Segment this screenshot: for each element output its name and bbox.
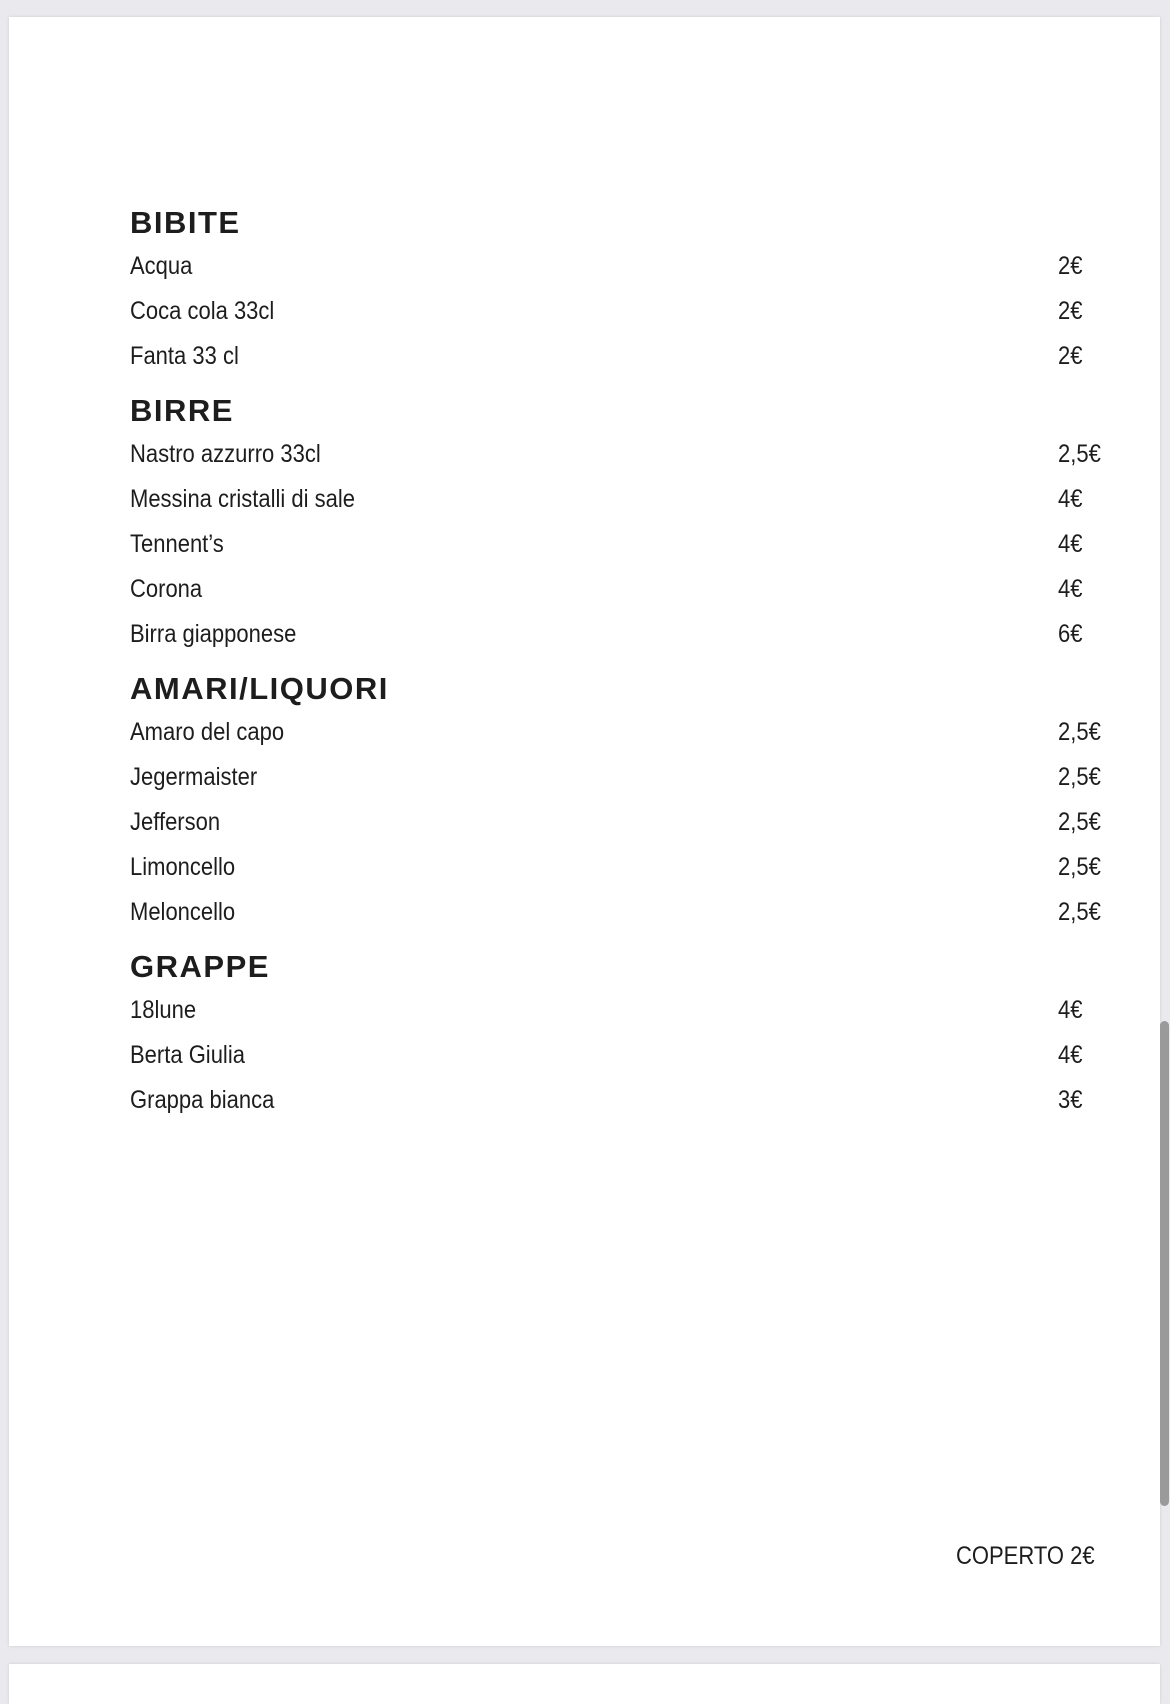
item-name: Meloncello [130,897,236,926]
coperto-note: COPERTO 2€ [956,1542,1095,1570]
section-bibite [130,202,1105,378]
item-name: Amaro del capo [130,718,285,747]
section-amari-liquori [130,668,1105,934]
item-name: Nastro azzurro 33cl [130,440,321,469]
item-price: 3€ [1058,1085,1083,1114]
item-price: 4€ [1058,996,1083,1025]
item-name: Messina cristalli di sale [130,485,355,514]
item-name: Acqua [130,252,193,280]
menu-item [130,1033,1105,1078]
item-price: 4€ [1058,574,1083,603]
menu-item [130,710,1105,755]
item-name: Coca cola 33cl [130,296,275,325]
menu-page [9,17,1160,1646]
item-price: 2,5€ [1058,807,1101,836]
item-name: Grappa bianca [130,1085,275,1114]
item-price: 2,5€ [1058,440,1101,469]
menu-item [130,755,1105,800]
item-name: Limoncello [130,852,236,881]
section-title: GRAPPE [130,949,270,985]
menu-item [130,432,1105,477]
menu-item [130,289,1105,334]
item-price: 2,5€ [1058,852,1101,881]
item-price: 2€ [1058,341,1083,370]
section-title: BIRRE [130,393,234,429]
item-name: Fanta 33 cl [130,341,239,370]
item-name: Tennent’s [130,529,224,558]
menu-item [130,1078,1105,1123]
menu-item [130,244,1105,289]
menu-item [130,988,1105,1033]
item-name: Jefferson [130,807,221,836]
section-grappe [130,946,1105,1122]
item-name: Berta Giulia [130,1041,245,1070]
menu-item [130,800,1105,845]
scrollbar-thumb[interactable] [1160,1021,1169,1506]
item-price: 4€ [1058,485,1083,514]
item-name: Birra giapponese [130,619,297,648]
drinks-menu [130,202,1105,1123]
item-price: 2,5€ [1058,718,1101,747]
item-price: 2,5€ [1058,897,1101,926]
menu-item [130,845,1105,890]
item-name: Corona [130,574,203,603]
menu-item [130,612,1105,657]
item-price: 2€ [1058,296,1083,325]
menu-item [130,522,1105,567]
section-title: BIBITE [130,205,241,240]
menu-item [130,334,1105,379]
item-name: 18lune [130,996,197,1025]
menu-item [130,890,1105,935]
item-price: 4€ [1058,1041,1083,1070]
item-price: 6€ [1058,619,1083,648]
item-price: 2,5€ [1058,763,1101,792]
menu-item [130,567,1105,612]
item-name: Jegermaister [130,763,258,792]
menu-item [130,477,1105,522]
next-page-edge [9,1664,1160,1704]
item-price: 4€ [1058,529,1083,558]
section-birre [130,390,1105,656]
section-title: AMARI/LIQUORI [130,671,389,707]
item-price: 2€ [1058,252,1083,280]
